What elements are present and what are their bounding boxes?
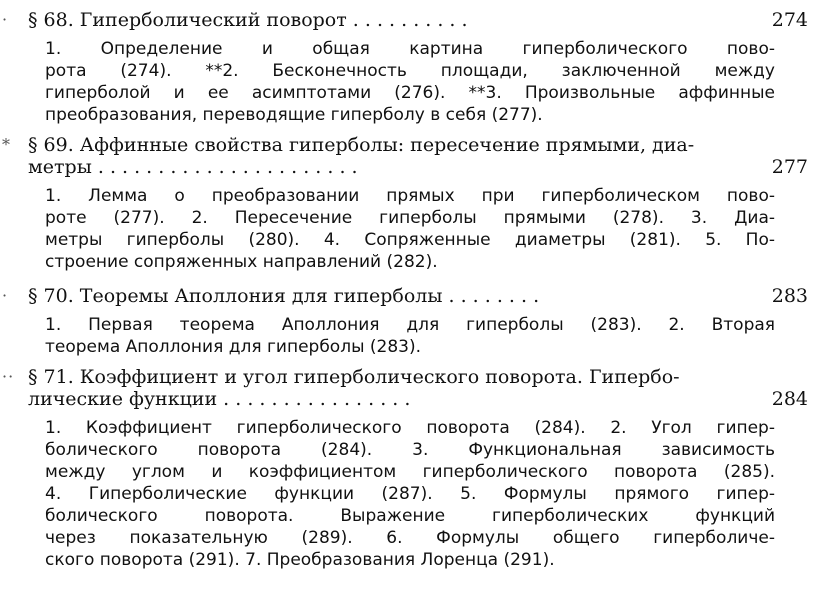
contents-line: болического поворота (284). 3. Функциональная зависимость <box>45 440 775 460</box>
margin-marker: · <box>2 286 9 305</box>
section-contents <box>45 38 775 126</box>
contents-line: метры гиперболы (280). 4. Сопряженные диаметры (281). 5. По- <box>45 230 775 250</box>
contents-line: 1. Определение и общая картина гиперболического пово- <box>45 39 775 59</box>
contents-line: гиперболой и ее асимптотами (276). **3. Произвольные аффинные <box>45 83 775 103</box>
contents-line: болического поворота. Выражение гиперболических функций <box>45 506 775 526</box>
margin-marker: ·· <box>2 367 15 386</box>
section-heading-continuation: метры . . . . . . . . . . . . . . . . . . . . . . <box>28 156 358 178</box>
contents-line: строение сопряженных направлений (282). <box>45 252 438 272</box>
contents-line: теорема Аполлония для гиперболы (283). <box>45 337 422 357</box>
margin-marker: * <box>2 135 11 154</box>
section-heading: § 69. Аффинные свойства гиперболы: пересечение прямыми, диа- <box>28 134 695 156</box>
section-heading: § 70. Теоремы Аполлония для гиперболы . . . . . . . . <box>28 285 540 307</box>
section-contents <box>45 314 775 358</box>
contents-line: роте (277). 2. Пересечение гиперболы прямыми (278). 3. Диа- <box>45 208 775 228</box>
page-number: 284 <box>771 388 808 410</box>
contents-line: 1. Первая теорема Аполлония для гиперболы (283). 2. Вторая <box>45 315 775 335</box>
contents-line: рота (274). **2. Бесконечность площади, заключенной между <box>45 61 775 81</box>
contents-line: через показательную (289). 6. Формулы общего гиперболиче- <box>45 528 775 548</box>
section-contents <box>45 417 775 571</box>
contents-line: ского поворота (291). 7. Преобразования Лоренца (291). <box>45 550 555 570</box>
contents-line: между углом и коэффициентом гиперболического поворота (285). <box>45 462 775 482</box>
section-heading-continuation: лические функции . . . . . . . . . . . . . . . . <box>28 388 411 410</box>
section-contents <box>45 185 775 273</box>
contents-line: 4. Гиперболические функции (287). 5. Формулы прямого гипер- <box>45 484 775 504</box>
margin-marker: · <box>2 10 9 29</box>
page-number: 283 <box>771 285 808 307</box>
section-heading: § 71. Коэффициент и угол гиперболического поворота. Гипербо- <box>28 366 680 388</box>
page-number: 274 <box>771 9 808 31</box>
contents-line: преобразования, переводящие гиперболу в себя (277). <box>45 105 543 125</box>
page-number: 277 <box>771 156 808 178</box>
contents-line: 1. Коэффициент гиперболического поворота (284). 2. Угол гипер- <box>45 418 775 438</box>
section-heading: § 68. Гиперболический поворот . . . . . . . . . . <box>28 9 468 31</box>
contents-line: 1. Лемма о преобразовании прямых при гиперболическом пово- <box>45 186 775 206</box>
